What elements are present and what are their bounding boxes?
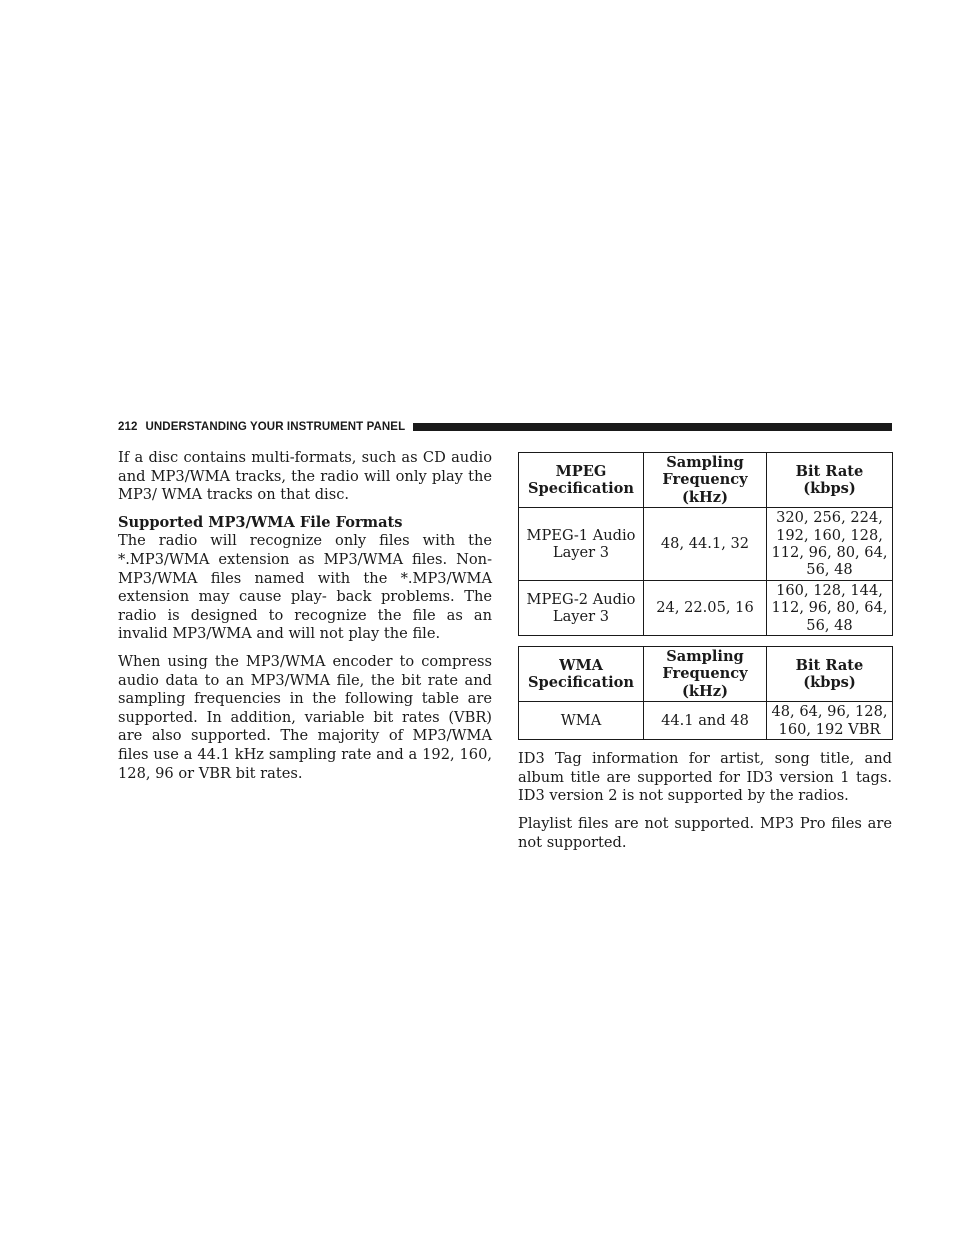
header-spec [519,453,644,508]
cell-spec-line1: MPEG-1 Audio [526,526,636,544]
cell-spec [519,580,644,635]
cell-bitrate [767,580,893,635]
header-freq-line2: Frequency (kHz) [662,665,748,700]
right-column-text [518,750,892,852]
header-frequency [644,647,767,702]
header-spec [519,647,644,702]
paragraph-file-extension: The radio will recognize only files with the *.MP3/WMA extension as MP3/WMA files. Non-MP3/WMA files named with the *.MP3/WMA extension may cause play- back problems. The radio is designed to recognize the file as an invalid MP3/WMA and will not play the file. [118,532,492,643]
table-row [519,702,893,740]
left-column [118,449,492,792]
header-freq-line1: Sampling [666,648,744,666]
right-column [518,452,892,861]
header-spec-line2: Specification [527,480,635,498]
cell-bitrate [767,702,893,740]
cell-bitrate-line: 112, 96, 80, 64, [771,544,888,562]
cell-bitrate-line: 320, 256, 224, [776,509,883,527]
cell-spec: WMA [519,702,644,740]
table-row [519,580,893,635]
paragraph-id3-tags: ID3 Tag information for artist, song title, and album title are supported for ID3 version 1 tags. ID3 version 2 is not supported by the radios. [518,750,892,805]
header-freq-line2: Frequency (kHz) [662,471,748,506]
header-spec-line2: Specification [527,674,635,692]
paragraph-encoder: When using the MP3/WMA encoder to compress audio data to an MP3/WMA file, the bit rate and sampling frequencies in the following table are supported. In addition, variable bit rates (VBR) are also supported. The majority of MP3/WMA files use a 44.1 kHz sampling rate and a 192, 160, 128, 96 or VBR bit rates. [118,652,492,782]
paragraph-playlist: Playlist files are not supported. MP3 Pro files are not supported. [518,815,892,851]
cell-bitrate-line: 48, 64, 96, 128, [771,703,888,721]
cell-spec-line1: MPEG-2 Audio [526,590,636,608]
cell-bitrate-line: 56, 48 [806,616,853,634]
cell-bitrate-line: 56, 48 [806,561,853,579]
header-rule [413,423,892,431]
cell-bitrate [767,508,893,581]
header-bitrate: Bit Rate (kbps) [767,647,893,702]
wma-spec-table [518,646,893,740]
section-title: UNDERSTANDING YOUR INSTRUMENT PANEL [145,421,406,433]
header-spec-line1: MPEG [555,462,607,480]
table-row [519,508,893,581]
header-frequency [644,453,767,508]
cell-frequency: 48, 44.1, 32 [644,508,767,581]
cell-bitrate-line: 112, 96, 80, 64, [771,599,888,617]
page-header [118,420,892,434]
cell-frequency: 44.1 and 48 [644,702,767,740]
mpeg-spec-table [518,452,893,636]
cell-spec-line2: Layer 3 [552,607,610,625]
subheading-supported-formats: Supported MP3/WMA File Formats [118,513,403,531]
header-bitrate: Bit Rate (kbps) [767,453,893,508]
header-spec-line1: WMA [559,656,603,674]
paragraph-multi-format: If a disc contains multi-formats, such as CD audio and MP3/WMA tracks, the radio will only play the MP3/ WMA tracks on that disc. [118,449,492,504]
cell-spec [519,508,644,581]
cell-frequency: 24, 22.05, 16 [644,580,767,635]
table-header-row [519,453,893,508]
header-freq-line1: Sampling [666,454,744,471]
page-number: 212 [118,421,138,433]
cell-bitrate-line: 192, 160, 128, [776,526,883,544]
cell-spec-line2: Layer 3 [552,544,610,562]
cell-bitrate-line: 160, 128, 144, [776,581,883,599]
table-header-row [519,647,893,702]
cell-bitrate-line: 160, 192 VBR [778,720,881,738]
